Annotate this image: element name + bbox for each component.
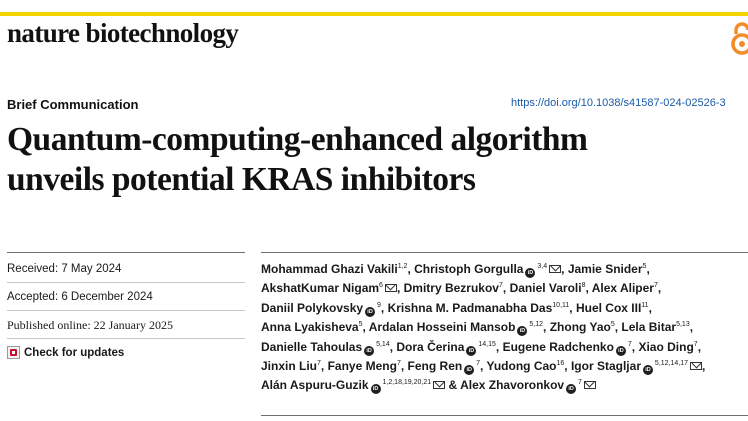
- author-affiliation[interactable]: 5,13: [676, 321, 690, 329]
- author-affiliation[interactable]: 14,15: [476, 340, 496, 348]
- authors-conjunction: &: [448, 378, 458, 393]
- author-separator: ,: [380, 300, 388, 315]
- author-separator: ,: [697, 339, 702, 354]
- author-name[interactable]: [369, 320, 543, 334]
- author-name-text: Jinxin Liu: [261, 359, 318, 374]
- author-separator: ,: [389, 339, 397, 354]
- author-name[interactable]: [592, 281, 658, 295]
- author-name-text: Lela Bitar: [621, 320, 677, 335]
- check-for-updates-icon: [7, 346, 20, 359]
- author-separator: ,: [495, 339, 503, 354]
- author-name[interactable]: [487, 359, 565, 373]
- orcid-icon[interactable]: iD: [517, 326, 527, 336]
- author-name-text: Feng Ren: [407, 359, 463, 374]
- author-affiliation[interactable]: 5,14: [374, 340, 390, 348]
- author-name-text: Zhong Yao: [549, 320, 611, 335]
- author-name-text: AkshatKumar Nigam: [261, 281, 380, 296]
- author-affiliation[interactable]: 16: [556, 360, 565, 368]
- author-separator: ,: [648, 300, 652, 315]
- author-name-text: Krishna M. Padmanabha Das: [387, 300, 553, 315]
- author-affiliation[interactable]: 5: [610, 321, 615, 329]
- author-separator: ,: [702, 359, 706, 374]
- orcid-icon[interactable]: iD: [464, 365, 474, 375]
- author-affiliation[interactable]: 7: [474, 360, 481, 368]
- author-name[interactable]: [261, 378, 445, 392]
- author-name-text: Daniil Polykovsky: [261, 300, 364, 315]
- orcid-icon[interactable]: iD: [364, 346, 374, 356]
- author-name[interactable]: [261, 359, 321, 373]
- orcid-icon[interactable]: iD: [525, 268, 535, 278]
- author-name-text: Danielle Tahoulas: [261, 339, 363, 354]
- author-affiliation[interactable]: 1,2,18,19,20,21: [380, 379, 432, 387]
- email-icon[interactable]: [690, 362, 702, 370]
- meta-divider: [7, 282, 245, 283]
- author-name-text: Igor Stagljar: [570, 359, 641, 374]
- author-name-text: Yudong Cao: [486, 359, 557, 374]
- author-name-text: Fanye Meng: [327, 359, 397, 374]
- author-name[interactable]: [460, 378, 596, 392]
- author-name-text: Ardalan Hosseini Mansob: [368, 320, 516, 335]
- author-affiliation[interactable]: 11: [641, 301, 649, 309]
- author-separator: ,: [657, 281, 662, 296]
- doi-link[interactable]: https://doi.org/10.1038/s41587-024-02526-3: [511, 97, 726, 109]
- orcid-icon[interactable]: iD: [466, 346, 476, 356]
- check-for-updates-button[interactable]: [7, 346, 124, 359]
- orcid-icon[interactable]: iD: [365, 307, 375, 317]
- author-name[interactable]: [576, 301, 649, 315]
- author-separator: ,: [561, 262, 568, 276]
- author-name[interactable]: [621, 320, 689, 334]
- article-title: [7, 120, 747, 200]
- author-name-text: Dmitry Bezrukov: [403, 281, 499, 296]
- author-affiliation[interactable]: 5: [642, 263, 647, 270]
- author-name[interactable]: [328, 359, 401, 373]
- article-title-line-2: unveils potential KRAS inhibitors: [7, 161, 476, 198]
- author-separator: ,: [396, 281, 404, 296]
- author-name[interactable]: [404, 281, 503, 295]
- author-name-text: Xiao Ding: [638, 339, 694, 354]
- author-name-text: Christoph Gorgulla: [414, 262, 524, 276]
- received-date: Received: 7 May 2024: [7, 263, 122, 275]
- author-affiliation[interactable]: 9: [375, 301, 381, 309]
- left-column-divider: [7, 252, 245, 253]
- author-affiliation[interactable]: 10,11: [552, 301, 570, 309]
- meta-divider: [7, 310, 245, 311]
- author-name-text: Alán Aspuru-Guzik: [261, 378, 369, 393]
- author-affiliation[interactable]: 7: [693, 340, 698, 348]
- article-title-line-1: Quantum-computing-enhanced algorithm: [7, 121, 588, 158]
- author-separator: ,: [585, 281, 592, 296]
- author-name-text: Dora Čerina: [396, 339, 465, 354]
- author-separator: ,: [502, 281, 510, 296]
- author-name[interactable]: [414, 262, 561, 276]
- author-affiliation[interactable]: 7: [653, 282, 658, 290]
- accepted-date: Accepted: 6 December 2024: [7, 291, 153, 303]
- author-name[interactable]: [261, 281, 397, 295]
- author-affiliation[interactable]: 7: [317, 360, 321, 368]
- author-name-text: Mohammad Ghazi Vakili: [261, 262, 398, 276]
- author-separator: ,: [543, 320, 550, 335]
- published-date: Published online: 22 January 2025: [7, 318, 173, 332]
- author-name-text: Alex Aliper: [591, 281, 654, 296]
- author-affiliation[interactable]: 1,2: [397, 263, 408, 270]
- author-affiliation[interactable]: 3,4: [535, 263, 548, 270]
- author-name-text: Daniel Varoli: [509, 281, 582, 296]
- author-separator: ,: [631, 339, 639, 354]
- journal-name[interactable]: nature biotechnology: [7, 18, 239, 48]
- author-separator: ,: [362, 320, 369, 335]
- author-name[interactable]: [567, 262, 650, 276]
- author-name[interactable]: [503, 340, 632, 354]
- author-affiliation[interactable]: 8: [581, 282, 586, 290]
- author-name-text: Huel Cox III: [575, 300, 642, 315]
- orcid-icon[interactable]: iD: [643, 365, 653, 375]
- author-name[interactable]: [550, 320, 615, 334]
- author-separator: ,: [320, 359, 328, 374]
- email-icon[interactable]: [549, 265, 561, 273]
- orcid-icon[interactable]: iD: [371, 384, 381, 394]
- email-icon[interactable]: [433, 381, 445, 389]
- author-affiliation[interactable]: 7: [498, 282, 503, 290]
- author-name[interactable]: [388, 301, 570, 315]
- orcid-icon[interactable]: iD: [566, 384, 576, 394]
- author-name-text: Eugene Radchenko: [502, 339, 614, 354]
- author-separator: ,: [400, 359, 408, 374]
- author-name[interactable]: [261, 262, 407, 276]
- authors-top-divider: [261, 252, 748, 253]
- author-separator: ,: [646, 262, 650, 276]
- author-separator: ,: [480, 359, 487, 374]
- author-separator: ,: [614, 320, 622, 335]
- author-name-text: Alex Zhavoronkov: [460, 378, 565, 393]
- author-separator: ,: [689, 320, 694, 335]
- author-affiliation[interactable]: 5,12: [527, 321, 544, 329]
- email-icon[interactable]: [584, 381, 596, 389]
- authors-bottom-divider: [261, 415, 748, 416]
- author-separator: ,: [564, 359, 571, 374]
- open-access-icon: [727, 20, 748, 56]
- author-name-text: Jamie Snider: [567, 262, 643, 276]
- author-name[interactable]: [261, 301, 381, 315]
- author-list: [261, 260, 747, 396]
- author-affiliation[interactable]: 7: [576, 379, 582, 387]
- article-type: Brief Communication: [7, 97, 139, 112]
- author-affiliation[interactable]: 6: [379, 282, 383, 290]
- author-affiliation[interactable]: 5: [358, 321, 363, 329]
- author-name[interactable]: [571, 359, 702, 373]
- author-affiliation[interactable]: 5,12,14,17: [652, 360, 689, 368]
- author-separator: ,: [569, 300, 576, 315]
- author-name[interactable]: [638, 340, 697, 354]
- author-affiliation[interactable]: 7: [625, 340, 632, 348]
- email-icon[interactable]: [385, 284, 397, 292]
- orcid-icon[interactable]: iD: [616, 346, 626, 356]
- journal-accent-bar: [0, 12, 748, 16]
- author-name[interactable]: [261, 340, 390, 354]
- author-name[interactable]: [396, 340, 496, 354]
- meta-divider: [7, 338, 245, 339]
- author-name[interactable]: [261, 320, 363, 334]
- author-name-text: Anna Lyakisheva: [261, 320, 359, 335]
- author-name[interactable]: [510, 281, 586, 295]
- author-separator: ,: [407, 262, 415, 276]
- author-name[interactable]: [408, 359, 481, 373]
- author-affiliation[interactable]: 7: [396, 360, 401, 368]
- check-for-updates-label: Check for updates: [24, 346, 125, 359]
